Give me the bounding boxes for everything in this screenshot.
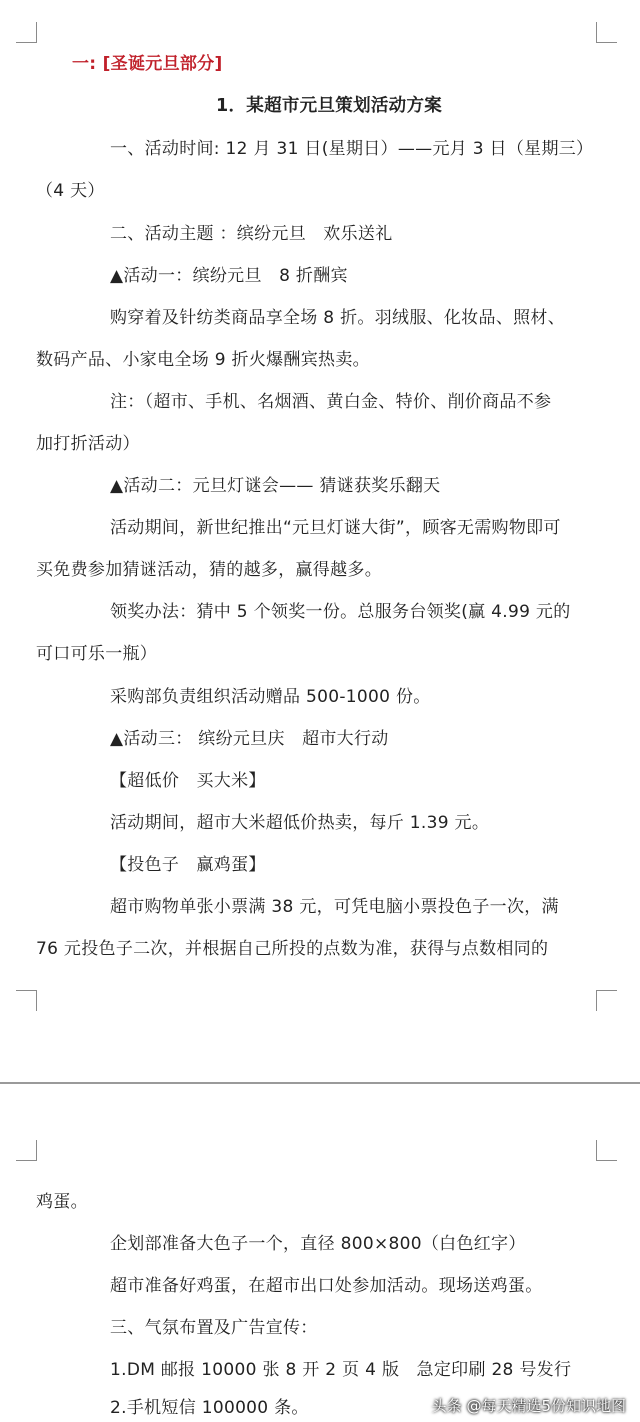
- paragraph-line: 76 元投色子二次，并根据自己所投的点数为准，获得与点数相同的: [36, 939, 549, 959]
- paragraph-line: 企划部准备大色子一个，直径 800×800（白色红字）: [110, 1234, 526, 1254]
- paragraph-line: 活动期间，新世纪推出“元旦灯谜大街”，顾客无需购物即可: [110, 518, 561, 538]
- subheading: 【投色子 赢鸡蛋】: [110, 855, 266, 875]
- paragraph-line: （4 天）: [36, 181, 105, 201]
- activity-heading: ▲活动三： 缤纷元旦庆 超市大行动: [110, 729, 389, 749]
- activity-heading: ▲活动二：元旦灯谜会—— 猜谜获奖乐翻天: [110, 476, 441, 496]
- paragraph-line: 注：（超市、手机、名烟酒、黄白金、特价、削价商品不参: [110, 392, 552, 412]
- paragraph-line: 采购部负责组织活动赠品 500-1000 份。: [110, 687, 431, 707]
- page-corner-mark: [16, 990, 37, 1011]
- paragraph-line: 购穿着及针纺类商品享全场 8 折。羽绒服、化妆品、照材、: [110, 308, 566, 328]
- watermark: 头条 @每天精选5份知识地图: [431, 1397, 626, 1415]
- paragraph-line: 二、活动主题 ：缤纷元旦 欢乐送礼: [110, 224, 393, 244]
- document-page-2: [0, 1084, 640, 1422]
- page-corner-mark: [596, 990, 617, 1011]
- paragraph-line: 超市准备好鸡蛋，在超市出口处参加活动。现场送鸡蛋。: [110, 1276, 543, 1296]
- page-corner-mark: [596, 1140, 617, 1161]
- paragraph-line: 数码产品、小家电全场 9 折火爆酬宾热卖。: [36, 350, 370, 370]
- document-title: 1．某超市元旦策划活动方案: [216, 96, 443, 116]
- paragraph-line: 活动期间，超市大米超低价热卖，每斤 1.39 元。: [110, 813, 490, 833]
- paragraph-line: 鸡蛋。: [36, 1192, 88, 1212]
- paragraph-line: 2.手机短信 100000 条。: [110, 1398, 309, 1418]
- activity-heading: ▲活动一：缤纷元旦 8 折酬宾: [110, 266, 348, 286]
- paragraph-line: 1.DM 邮报 10000 张 8 开 2 页 4 版 急定印刷 28 号发行: [110, 1360, 572, 1380]
- paragraph-line: 领奖办法：猜中 5 个领奖一份。总服务台领奖(赢 4.99 元的: [110, 602, 571, 622]
- paragraph-line: 买免费参加猜谜活动，猜的越多，赢得越多。: [36, 560, 382, 580]
- section-heading: 三、气氛布置及广告宣传：: [110, 1318, 318, 1338]
- page-corner-mark: [16, 22, 37, 43]
- paragraph-line: 一、活动时间: 12 月 31 日(星期日）——元月 3 日（星期三）: [110, 139, 594, 159]
- paragraph-line: 超市购物单张小票满 38 元，可凭电脑小票投色子一次，满: [110, 897, 559, 917]
- page-corner-mark: [596, 22, 617, 43]
- section-heading: 一: [圣诞元旦部分]: [72, 54, 223, 74]
- paragraph-line: 加打折活动）: [36, 434, 140, 454]
- paragraph-line: 可口可乐一瓶）: [36, 644, 158, 664]
- subheading: 【超低价 买大米】: [110, 771, 266, 791]
- page-corner-mark: [16, 1140, 37, 1161]
